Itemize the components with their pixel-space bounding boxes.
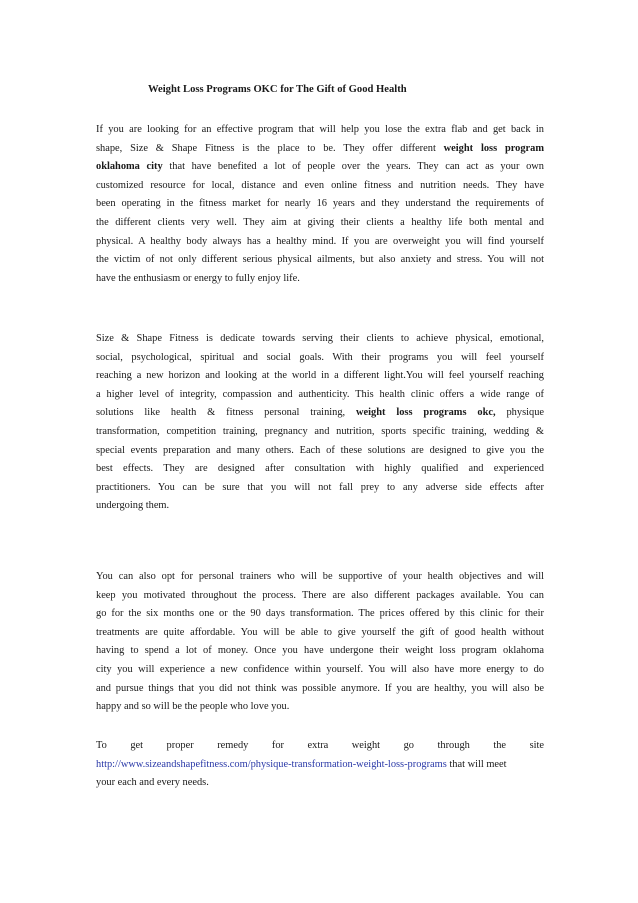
paragraph-line: your each and every needs. bbox=[96, 777, 209, 789]
keyword-bold: oklahoma city bbox=[96, 161, 163, 173]
paragraph-line: and pursue things that you did not think was possible anymore. If you are healthy, you will also be bbox=[96, 682, 544, 694]
paragraph-line: To get proper remedy for extra weight go through the site bbox=[96, 740, 544, 751]
paragraph-line: undergoing them. bbox=[96, 500, 170, 512]
paragraph-line: keep you motivated throughout the process. There are also different packages available. You can bbox=[96, 589, 544, 601]
paragraph-line: Size & Shape Fitness is dedicate towards serving their clients to achieve physical, emotional, bbox=[96, 333, 544, 344]
paragraph-line: treatments are quite affordable. You will be able to give yourself the gift of good health without bbox=[96, 626, 544, 638]
paragraph-line: practitioners. You can be sure that you will not fall prey to any adverse side effects after bbox=[96, 481, 544, 493]
paragraph-line: social, psychological, spiritual and social goals. With their programs you will feel yourself bbox=[96, 351, 544, 363]
paragraph-line: You can also opt for personal trainers who will be supportive of your health objectives and will bbox=[96, 571, 544, 582]
paragraph-line: happy and so will be the people who love you. bbox=[96, 701, 290, 713]
paragraph-line: customized resource for local, distance and even online fitness and nutrition needs. They have bbox=[96, 179, 544, 191]
paragraph-text: that will meet bbox=[446, 758, 507, 770]
paragraph-line: physical. A healthy body always has a healthy mind. If you are overweight you will find yourself bbox=[96, 235, 544, 247]
paragraph-4 bbox=[96, 737, 544, 793]
paragraph-line bbox=[96, 140, 544, 159]
paragraph-text: solutions like health & fitness personal training, bbox=[96, 407, 357, 419]
paragraph-line: transformation, competition training, pregnancy and nutrition, sports specific training, wedding & bbox=[96, 425, 544, 437]
paragraph-line: special events preparation and many others. Each of these solutions are designed to give you the bbox=[96, 444, 544, 456]
document-title: Weight Loss Programs OKC for The Gift of Good Health bbox=[148, 84, 407, 95]
paragraph-text: shape, Size & Shape Fitness is the place to be. They offer different bbox=[96, 142, 444, 154]
paragraph-1 bbox=[96, 121, 544, 288]
paragraph-line: best effects. They are designed after consultation with highly qualified and experienced bbox=[96, 463, 544, 475]
paragraph-line: city you will experience a new confidence within yourself. You will also have more energy to do bbox=[96, 663, 544, 675]
paragraph-line: the victim of not only different serious physical ailments, but also anxiety and stress. You will not bbox=[96, 254, 544, 266]
paragraph-line: a higher level of integrity, compassion and authenticity. This health clinic offers a wide range of bbox=[96, 388, 544, 400]
paragraph-line: the different clients very well. They aim at giving their clients a healthy life both mental and bbox=[96, 216, 544, 228]
paragraph-line: reaching a new horizon and looking at the world in a different light.You will feel yourself reaching bbox=[96, 370, 544, 382]
paragraph-line: go for the six months one or the 90 days transformation. The prices offered by this clinic for their bbox=[96, 608, 544, 620]
keyword-bold: weight loss programs okc, bbox=[356, 407, 496, 419]
paragraph-line bbox=[96, 158, 544, 177]
paragraph-line bbox=[96, 404, 544, 423]
paragraph-3 bbox=[96, 568, 544, 717]
paragraph-line: having to spend a lot of money. Once you have undergone their weight loss program oklahoma bbox=[96, 645, 544, 657]
paragraph-2 bbox=[96, 330, 544, 516]
paragraph-line: If you are looking for an effective program that will help you lose the extra flab and get back in bbox=[96, 124, 544, 135]
paragraph-line: have the enthusiasm or energy to fully enjoy life. bbox=[96, 272, 300, 284]
keyword-bold: weight loss program bbox=[443, 142, 545, 154]
paragraph-text: physique bbox=[495, 407, 544, 419]
paragraph-line bbox=[96, 756, 544, 775]
paragraph-text: that have benefited a lot of people over the years. They can act as your own bbox=[169, 161, 544, 173]
site-link[interactable]: http://www.sizeandshapefitness.com/physique-transformation-weight-loss-programs bbox=[96, 758, 447, 770]
paragraph-line: been operating in the fitness market for nearly 16 years and they understand the requirements of bbox=[96, 198, 544, 210]
